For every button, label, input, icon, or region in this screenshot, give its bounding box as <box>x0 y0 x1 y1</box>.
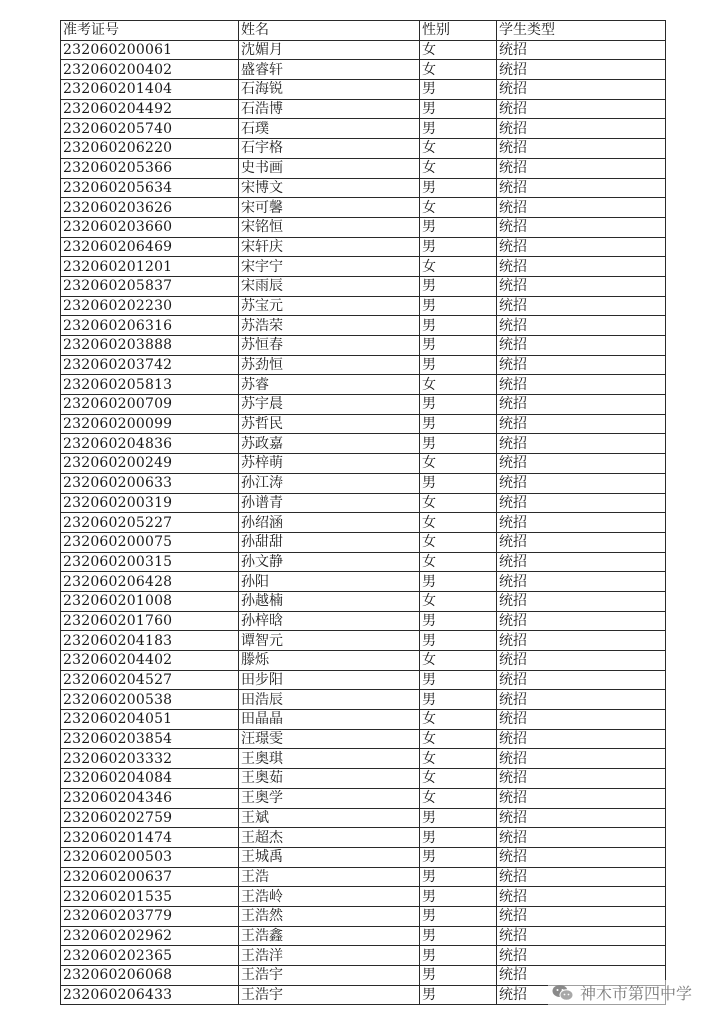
cell-student-type: 统招 <box>497 867 666 887</box>
cell-name: 田晶晶 <box>239 710 420 730</box>
cell-exam-number: 232060206469 <box>61 237 239 257</box>
cell-gender: 男 <box>420 355 497 375</box>
cell-exam-number: 232060202962 <box>61 926 239 946</box>
cell-name: 孙江涛 <box>239 473 420 493</box>
cell-name: 宋轩庆 <box>239 237 420 257</box>
cell-gender: 女 <box>420 60 497 80</box>
cell-name: 宋可馨 <box>239 198 420 218</box>
cell-student-type: 统招 <box>497 276 666 296</box>
cell-exam-number: 232060200633 <box>61 473 239 493</box>
table-row <box>61 178 666 198</box>
cell-exam-number: 232060203854 <box>61 729 239 749</box>
table-row <box>61 375 666 395</box>
cell-gender: 女 <box>420 158 497 178</box>
cell-exam-number: 232060201760 <box>61 611 239 631</box>
table-row <box>61 887 666 907</box>
cell-gender: 男 <box>420 808 497 828</box>
cell-gender: 女 <box>420 552 497 572</box>
cell-exam-number: 232060201404 <box>61 80 239 100</box>
cell-gender: 女 <box>420 532 497 552</box>
table-row <box>61 572 666 592</box>
watermark-text: 神木市第四中学 <box>580 984 693 1003</box>
cell-gender: 男 <box>420 887 497 907</box>
cell-name: 孙绍涵 <box>239 513 420 533</box>
cell-name: 王浩然 <box>239 906 420 926</box>
cell-exam-number: 232060203779 <box>61 906 239 926</box>
cell-student-type: 统招 <box>497 119 666 139</box>
table-row <box>61 926 666 946</box>
cell-gender: 男 <box>420 572 497 592</box>
cell-name: 王斌 <box>239 808 420 828</box>
cell-name: 孙阳 <box>239 572 420 592</box>
cell-gender: 女 <box>420 769 497 789</box>
cell-gender: 女 <box>420 198 497 218</box>
cell-name: 苏政嘉 <box>239 434 420 454</box>
cell-name: 王奥琪 <box>239 749 420 769</box>
cell-gender: 女 <box>420 257 497 277</box>
table-row <box>61 99 666 119</box>
cell-exam-number: 232060204051 <box>61 710 239 730</box>
table-row <box>61 40 666 60</box>
wechat-icon <box>552 984 574 1002</box>
cell-exam-number: 232060200249 <box>61 454 239 474</box>
cell-name: 孙越楠 <box>239 591 420 611</box>
cell-student-type: 统招 <box>497 906 666 926</box>
cell-exam-number: 232060204402 <box>61 651 239 671</box>
cell-student-type: 统招 <box>497 769 666 789</box>
table-row <box>61 631 666 651</box>
cell-name: 苏宇晨 <box>239 395 420 415</box>
cell-gender: 女 <box>420 375 497 395</box>
cell-gender: 男 <box>420 237 497 257</box>
cell-exam-number: 232060200315 <box>61 552 239 572</box>
cell-student-type: 统招 <box>497 887 666 907</box>
table-row <box>61 769 666 789</box>
table-row <box>61 473 666 493</box>
table-row <box>61 513 666 533</box>
cell-gender: 男 <box>420 828 497 848</box>
table-row <box>61 729 666 749</box>
cell-gender: 男 <box>420 966 497 986</box>
table-row <box>61 828 666 848</box>
cell-name: 王浩 <box>239 867 420 887</box>
cell-student-type: 统招 <box>497 729 666 749</box>
cell-name: 田浩辰 <box>239 690 420 710</box>
cell-student-type: 统招 <box>497 670 666 690</box>
table-row <box>61 257 666 277</box>
cell-exam-number: 232060205366 <box>61 158 239 178</box>
cell-exam-number: 232060204527 <box>61 670 239 690</box>
cell-name: 石宇格 <box>239 139 420 159</box>
cell-exam-number: 232060202365 <box>61 946 239 966</box>
cell-name: 苏浩荣 <box>239 316 420 336</box>
table-row <box>61 710 666 730</box>
table-row <box>61 80 666 100</box>
cell-gender: 女 <box>420 749 497 769</box>
cell-student-type: 统招 <box>497 631 666 651</box>
cell-exam-number: 232060201008 <box>61 591 239 611</box>
cell-gender: 男 <box>420 611 497 631</box>
table-row <box>61 788 666 808</box>
cell-gender: 男 <box>420 276 497 296</box>
table-row <box>61 749 666 769</box>
cell-exam-number: 232060206068 <box>61 966 239 986</box>
cell-student-type: 统招 <box>497 454 666 474</box>
cell-student-type: 统招 <box>497 651 666 671</box>
cell-exam-number: 232060204183 <box>61 631 239 651</box>
cell-name: 王城禹 <box>239 847 420 867</box>
cell-student-type: 统招 <box>497 198 666 218</box>
cell-gender: 男 <box>420 414 497 434</box>
table-row <box>61 670 666 690</box>
table-row <box>61 434 666 454</box>
table-row <box>61 552 666 572</box>
cell-exam-number: 232060203660 <box>61 217 239 237</box>
table-row <box>61 217 666 237</box>
cell-gender: 女 <box>420 710 497 730</box>
cell-name: 王浩鑫 <box>239 926 420 946</box>
cell-gender: 女 <box>420 454 497 474</box>
cell-exam-number: 232060204836 <box>61 434 239 454</box>
cell-name: 苏睿 <box>239 375 420 395</box>
cell-student-type: 统招 <box>497 296 666 316</box>
cell-student-type: 统招 <box>497 513 666 533</box>
cell-student-type: 统招 <box>497 99 666 119</box>
cell-name: 滕烁 <box>239 651 420 671</box>
header-exam-number: 准考证号 <box>61 21 239 41</box>
table-body <box>61 40 666 1005</box>
header-name: 姓名 <box>239 21 420 41</box>
table-row <box>61 395 666 415</box>
table-row <box>61 847 666 867</box>
cell-student-type: 统招 <box>497 414 666 434</box>
cell-name: 苏劲恒 <box>239 355 420 375</box>
cell-exam-number: 232060206316 <box>61 316 239 336</box>
cell-name: 沈媚月 <box>239 40 420 60</box>
cell-exam-number: 232060205634 <box>61 178 239 198</box>
cell-name: 宋宇宁 <box>239 257 420 277</box>
cell-exam-number: 232060200075 <box>61 532 239 552</box>
table-row <box>61 198 666 218</box>
cell-gender: 男 <box>420 296 497 316</box>
cell-name: 盛睿轩 <box>239 60 420 80</box>
cell-gender: 女 <box>420 139 497 159</box>
cell-student-type: 统招 <box>497 749 666 769</box>
cell-exam-number: 232060200402 <box>61 60 239 80</box>
cell-student-type: 统招 <box>497 336 666 356</box>
table-row <box>61 296 666 316</box>
table-header-row <box>61 21 666 41</box>
cell-name: 宋博文 <box>239 178 420 198</box>
cell-gender: 男 <box>420 316 497 336</box>
cell-name: 石海锐 <box>239 80 420 100</box>
table-row <box>61 119 666 139</box>
table-row <box>61 690 666 710</box>
cell-exam-number: 232060203332 <box>61 749 239 769</box>
header-gender: 性别 <box>420 21 497 41</box>
cell-student-type: 统招 <box>497 40 666 60</box>
table-row <box>61 316 666 336</box>
cell-student-type: 统招 <box>497 395 666 415</box>
cell-name: 苏梓萌 <box>239 454 420 474</box>
table-row <box>61 158 666 178</box>
cell-student-type: 统招 <box>497 60 666 80</box>
cell-student-type: 统招 <box>497 217 666 237</box>
table-row <box>61 60 666 80</box>
table-row <box>61 651 666 671</box>
table-row <box>61 906 666 926</box>
cell-exam-number: 232060205813 <box>61 375 239 395</box>
cell-gender: 男 <box>420 670 497 690</box>
table-row <box>61 946 666 966</box>
cell-student-type: 统招 <box>497 375 666 395</box>
cell-name: 孙谱青 <box>239 493 420 513</box>
cell-name: 王奥茹 <box>239 769 420 789</box>
cell-name: 苏恒春 <box>239 336 420 356</box>
cell-exam-number: 232060201535 <box>61 887 239 907</box>
cell-student-type: 统招 <box>497 966 666 986</box>
cell-student-type: 统招 <box>497 828 666 848</box>
cell-student-type: 统招 <box>497 473 666 493</box>
cell-student-type: 统招 <box>497 710 666 730</box>
cell-exam-number: 232060205740 <box>61 119 239 139</box>
cell-gender: 男 <box>420 80 497 100</box>
cell-gender: 男 <box>420 690 497 710</box>
cell-student-type: 统招 <box>497 355 666 375</box>
table-row <box>61 414 666 434</box>
cell-gender: 女 <box>420 591 497 611</box>
cell-student-type: 统招 <box>497 237 666 257</box>
cell-student-type: 统招 <box>497 591 666 611</box>
cell-student-type: 统招 <box>497 158 666 178</box>
cell-name: 宋雨辰 <box>239 276 420 296</box>
cell-gender: 女 <box>420 513 497 533</box>
cell-name: 苏宝元 <box>239 296 420 316</box>
cell-gender: 男 <box>420 473 497 493</box>
cell-exam-number: 232060204346 <box>61 788 239 808</box>
cell-gender: 男 <box>420 217 497 237</box>
admission-table <box>60 20 666 1005</box>
cell-gender: 男 <box>420 946 497 966</box>
header-student-type: 学生类型 <box>497 21 666 41</box>
cell-gender: 男 <box>420 867 497 887</box>
cell-name: 石浩博 <box>239 99 420 119</box>
cell-student-type: 统招 <box>497 788 666 808</box>
cell-gender: 男 <box>420 395 497 415</box>
cell-student-type: 统招 <box>497 985 666 1005</box>
cell-exam-number: 232060204492 <box>61 99 239 119</box>
table-row <box>61 276 666 296</box>
cell-name: 王奥学 <box>239 788 420 808</box>
cell-student-type: 统招 <box>497 178 666 198</box>
cell-exam-number: 232060200538 <box>61 690 239 710</box>
cell-exam-number: 232060202230 <box>61 296 239 316</box>
cell-gender: 男 <box>420 336 497 356</box>
cell-name: 宋铭恒 <box>239 217 420 237</box>
table-row <box>61 867 666 887</box>
cell-student-type: 统招 <box>497 808 666 828</box>
cell-exam-number: 232060204084 <box>61 769 239 789</box>
cell-gender: 女 <box>420 729 497 749</box>
table-row <box>61 611 666 631</box>
table-row <box>61 139 666 159</box>
cell-name: 石璞 <box>239 119 420 139</box>
cell-name: 王浩洋 <box>239 946 420 966</box>
cell-student-type: 统招 <box>497 611 666 631</box>
cell-student-type: 统招 <box>497 946 666 966</box>
cell-name: 王浩宇 <box>239 985 420 1005</box>
cell-gender: 男 <box>420 99 497 119</box>
cell-gender: 男 <box>420 434 497 454</box>
cell-exam-number: 232060200061 <box>61 40 239 60</box>
cell-exam-number: 232060202759 <box>61 808 239 828</box>
table-row <box>61 237 666 257</box>
cell-student-type: 统招 <box>497 552 666 572</box>
cell-exam-number: 232060205837 <box>61 276 239 296</box>
cell-name: 苏哲民 <box>239 414 420 434</box>
table-row <box>61 591 666 611</box>
table-row <box>61 355 666 375</box>
cell-exam-number: 232060206433 <box>61 985 239 1005</box>
cell-name: 王浩岭 <box>239 887 420 907</box>
cell-exam-number: 232060200709 <box>61 395 239 415</box>
table-row <box>61 532 666 552</box>
table-row <box>61 493 666 513</box>
cell-name: 孙文静 <box>239 552 420 572</box>
cell-name: 田步阳 <box>239 670 420 690</box>
cell-exam-number: 232060203742 <box>61 355 239 375</box>
cell-gender: 女 <box>420 40 497 60</box>
cell-gender: 男 <box>420 985 497 1005</box>
cell-exam-number: 232060206220 <box>61 139 239 159</box>
cell-exam-number: 232060205227 <box>61 513 239 533</box>
cell-exam-number: 232060203626 <box>61 198 239 218</box>
cell-gender: 男 <box>420 631 497 651</box>
cell-exam-number: 232060200637 <box>61 867 239 887</box>
cell-name: 史书画 <box>239 158 420 178</box>
cell-student-type: 统招 <box>497 257 666 277</box>
cell-exam-number: 232060200319 <box>61 493 239 513</box>
cell-gender: 男 <box>420 178 497 198</box>
cell-name: 王超杰 <box>239 828 420 848</box>
cell-gender: 女 <box>420 493 497 513</box>
cell-name: 汪璟雯 <box>239 729 420 749</box>
admission-table-wrapper <box>60 20 666 1005</box>
cell-exam-number: 232060200099 <box>61 414 239 434</box>
cell-student-type: 统招 <box>497 434 666 454</box>
cell-student-type: 统招 <box>497 80 666 100</box>
cell-student-type: 统招 <box>497 690 666 710</box>
cell-gender: 男 <box>420 906 497 926</box>
cell-exam-number: 232060201201 <box>61 257 239 277</box>
cell-gender: 女 <box>420 651 497 671</box>
cell-exam-number: 232060200503 <box>61 847 239 867</box>
cell-student-type: 统招 <box>497 532 666 552</box>
cell-name: 孙甜甜 <box>239 532 420 552</box>
cell-student-type: 统招 <box>497 139 666 159</box>
watermark <box>548 980 696 1005</box>
table-row <box>61 808 666 828</box>
cell-name: 王浩宇 <box>239 966 420 986</box>
cell-name: 谭智元 <box>239 631 420 651</box>
cell-student-type: 统招 <box>497 493 666 513</box>
table-row <box>61 454 666 474</box>
cell-student-type: 统招 <box>497 572 666 592</box>
cell-exam-number: 232060206428 <box>61 572 239 592</box>
cell-exam-number: 232060203888 <box>61 336 239 356</box>
cell-gender: 男 <box>420 119 497 139</box>
cell-gender: 女 <box>420 788 497 808</box>
table-row <box>61 336 666 356</box>
cell-student-type: 统招 <box>497 926 666 946</box>
cell-student-type: 统招 <box>497 316 666 336</box>
cell-name: 孙梓晗 <box>239 611 420 631</box>
cell-gender: 男 <box>420 847 497 867</box>
cell-exam-number: 232060201474 <box>61 828 239 848</box>
cell-student-type: 统招 <box>497 847 666 867</box>
cell-gender: 男 <box>420 926 497 946</box>
